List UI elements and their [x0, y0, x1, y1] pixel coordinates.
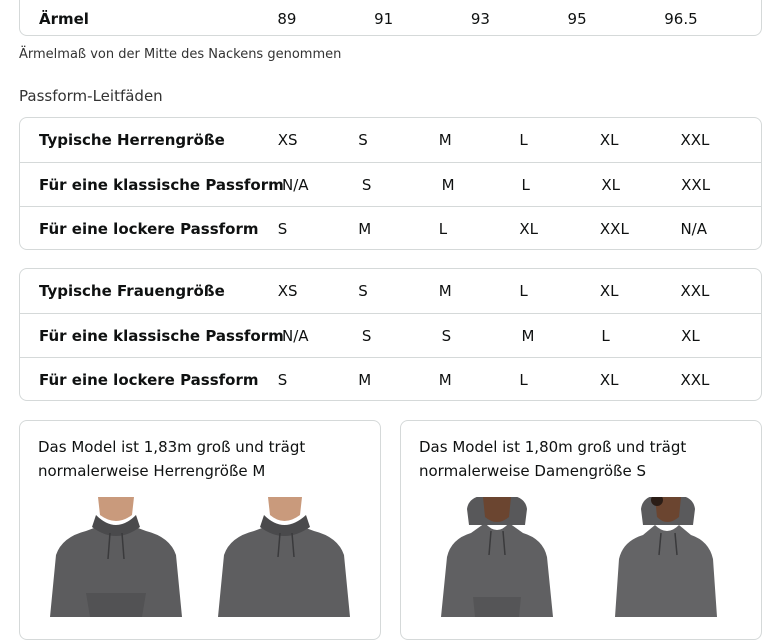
table-row: [20, 313, 761, 357]
size-cell: XXL: [680, 131, 710, 149]
sleeve-label: Ärmel: [39, 9, 89, 28]
fit-guide-heading: Passform-Leitfäden: [19, 87, 163, 105]
model-description: [38, 435, 358, 483]
size-cell: XL: [519, 219, 538, 238]
size-cell: L: [601, 326, 610, 345]
size-cell: XL: [599, 282, 619, 300]
size-cell: XS: [277, 282, 298, 300]
size-cell: M: [521, 326, 535, 345]
model-text-line: normalerweise Herrengröße M: [38, 462, 266, 480]
size-cell: M: [438, 282, 452, 300]
men-fit-table: [19, 117, 762, 250]
size-cell: S: [441, 326, 452, 345]
model-description: [419, 435, 739, 483]
size-cell: M: [358, 370, 372, 389]
size-cell: XL: [601, 175, 620, 194]
model-text-line: Das Model ist 1,80m groß und trägt: [419, 438, 687, 456]
row-label: Für eine lockere Passform: [39, 370, 259, 389]
sleeve-value: 91: [374, 9, 394, 28]
size-cell: XXL: [681, 175, 711, 194]
size-cell: M: [438, 370, 452, 389]
size-cell: XXL: [680, 282, 710, 300]
size-cell: L: [519, 131, 528, 149]
size-cell: S: [277, 370, 288, 389]
size-cell: S: [361, 175, 372, 194]
row-label: Typische Herrengröße: [39, 131, 225, 149]
model-card-men: [19, 420, 381, 640]
size-cell: L: [521, 175, 530, 194]
sleeve-note: Ärmelmaß von der Mitte des Nackens genommen: [19, 47, 342, 62]
table-row: [20, 357, 761, 401]
size-cell: XL: [599, 131, 619, 149]
size-cell: N/A: [282, 326, 309, 345]
row-label: Für eine lockere Passform: [39, 219, 259, 238]
size-cell: N/A: [282, 175, 309, 194]
model-photo-side[interactable]: [214, 497, 354, 617]
sleeve-row: [20, 0, 761, 36]
size-cell: N/A: [680, 219, 707, 238]
size-cell: XXL: [680, 370, 710, 389]
size-cell: S: [277, 219, 288, 238]
size-cell: L: [438, 219, 448, 238]
size-cell: XL: [681, 326, 700, 345]
table-row: [20, 118, 761, 162]
row-label: Für eine klassische Passform: [39, 326, 284, 345]
model-card-women: [400, 420, 762, 640]
women-fit-table: [19, 268, 762, 401]
model-photo-front[interactable]: [427, 497, 567, 617]
size-cell: XS: [277, 131, 298, 149]
sleeve-value: 93: [470, 9, 490, 28]
size-cell: S: [358, 282, 368, 300]
table-row: [20, 162, 761, 206]
size-cell: S: [361, 326, 372, 345]
model-photo-side[interactable]: [595, 497, 735, 617]
sleeve-measure-table: [19, 0, 762, 36]
model-text-line: Das Model ist 1,83m groß und trägt: [38, 438, 306, 456]
row-label: Typische Frauengröße: [39, 282, 225, 300]
size-cell: M: [358, 219, 372, 238]
size-cell: M: [441, 175, 455, 194]
model-photo-front[interactable]: [46, 497, 186, 617]
size-cell: M: [438, 131, 452, 149]
sleeve-value: 95: [567, 9, 587, 28]
model-text-line: normalerweise Damengröße S: [419, 462, 647, 480]
sleeve-value: 96.5: [664, 9, 698, 28]
size-cell: XXL: [599, 219, 629, 238]
size-cell: L: [519, 282, 528, 300]
table-row: [20, 206, 761, 250]
size-cell: L: [519, 370, 528, 389]
sleeve-value: 89: [277, 9, 297, 28]
size-cell: XL: [599, 370, 619, 389]
size-cell: S: [358, 131, 368, 149]
table-row: [20, 269, 761, 313]
row-label: Für eine klassische Passform: [39, 175, 284, 194]
